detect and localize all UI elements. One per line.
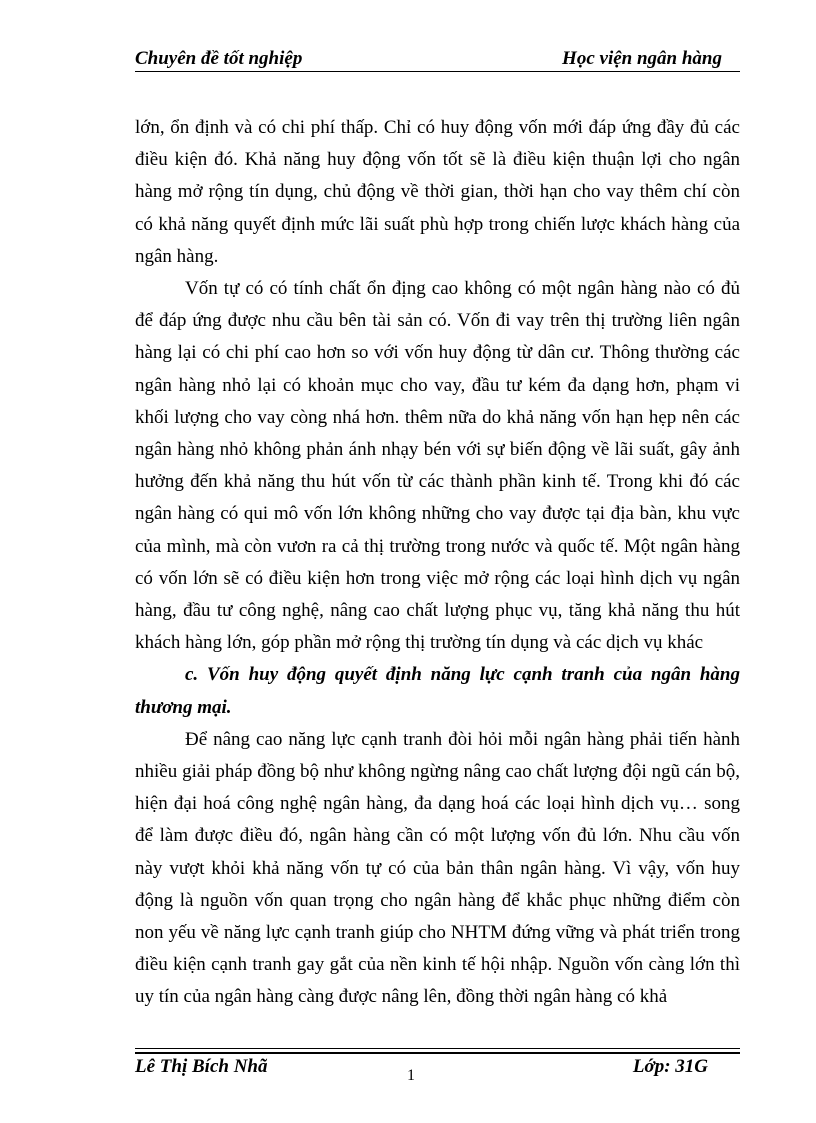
section-heading: c. Vốn huy động quyết định năng lực cạnh tranh của ngân hàng thương mại. — [135, 664, 740, 718]
paragraph-2: Vốn tự có có tính chất ổn địng cao không có một ngân hàng nào có đủ để đáp ứng được nhu cầu bên tài sản có. Vốn đi vay trên thị trường liên ngân hàng lại có chi phí cao hơn so với vốn huy động từ dân cư. Thông thường các ngân hàng nhỏ lại có khoản mục cho vay, đầu tư kém đa dạng hơn, phạm vi khối lượng cho vay còng nhá hơn. thêm nữa do khả năng vốn hạn hẹp nên các ngân hàng nhỏ không phản ánh nhạy bén với sự biến động về lãi suất, gây ảnh hưởng đến khả năng thu hút vốn từ các thành phần kinh tế. Trong khi đó các ngân hàng có qui mô vốn lớn không những cho vay được tại địa bàn, khu vực của mình, mà còn vươn ra cả thị trường trong nước và quốc tế. Một ngân hàng có vốn lớn sẽ có điều kiện hơn trong việc mở rộng các loại hình dịch vụ ngân hàng, đầu tư công nghệ, nâng cao chất lượng phục vụ, tăng khả năng thu hút khách hàng lớn, góp phần mở rộng thị trường tín dụng và các dịch vụ khác — [135, 278, 740, 654]
author-name: Lê Thị Bích Nhã — [135, 1056, 268, 1077]
institution-label: Học viện ngân hàng — [562, 48, 722, 69]
page-header — [135, 48, 740, 74]
footer-rule-thick — [135, 1052, 740, 1054]
header-rule — [135, 71, 740, 72]
page-body — [135, 112, 740, 1014]
document-type-label: Chuyên đề tốt nghiệp — [135, 48, 303, 69]
page-footer — [135, 1048, 740, 1088]
paragraph-3: Để nâng cao năng lực cạnh tranh đòi hỏi mỗi ngân hàng phải tiến hành nhiều giải pháp đồng bộ như không ngừng nâng cao chất lượng đội ngũ cán bộ, hiện đại hoá công nghệ ngân hàng, đa dạng hoá các loại hình dịch vụ… song để làm được điều đó, ngân hàng cần có một lượng vốn đủ lớn. Nhu cầu vốn này vượt khỏi khả năng vốn tự có của bản thân ngân hàng. Vì vậy, vốn huy động là nguồn vốn quan trọng cho ngân hàng để khắc phục những điểm còn non yếu về năng lực cạnh tranh giúp cho NHTM đứng vững và phát triển trong điều kiện cạnh tranh gay gắt của nền kinh tế hội nhập. Nguồn vốn càng lớn thì uy tín của ngân hàng càng được nâng lên, đồng thời ngân hàng có khả — [135, 728, 740, 1008]
footer-rule-thin — [135, 1048, 740, 1049]
page-number: 1 — [407, 1067, 415, 1084]
class-label: Lớp: 31G — [632, 1056, 708, 1077]
paragraph-1: lớn, ổn định và có chi phí thấp. Chỉ có huy động vốn mới đáp ứng đầy đủ các điều kiện đó. Khả năng huy động vốn tốt sẽ là điều kiện thuận lợi cho ngân hàng mở rộng tín dụng, chủ động về thời gian, thời hạn cho vay thêm chí còn có khả năng quyết định mức lãi suất phù hợp trong chiến lược khách hàng của ngân hàng. — [135, 117, 740, 267]
